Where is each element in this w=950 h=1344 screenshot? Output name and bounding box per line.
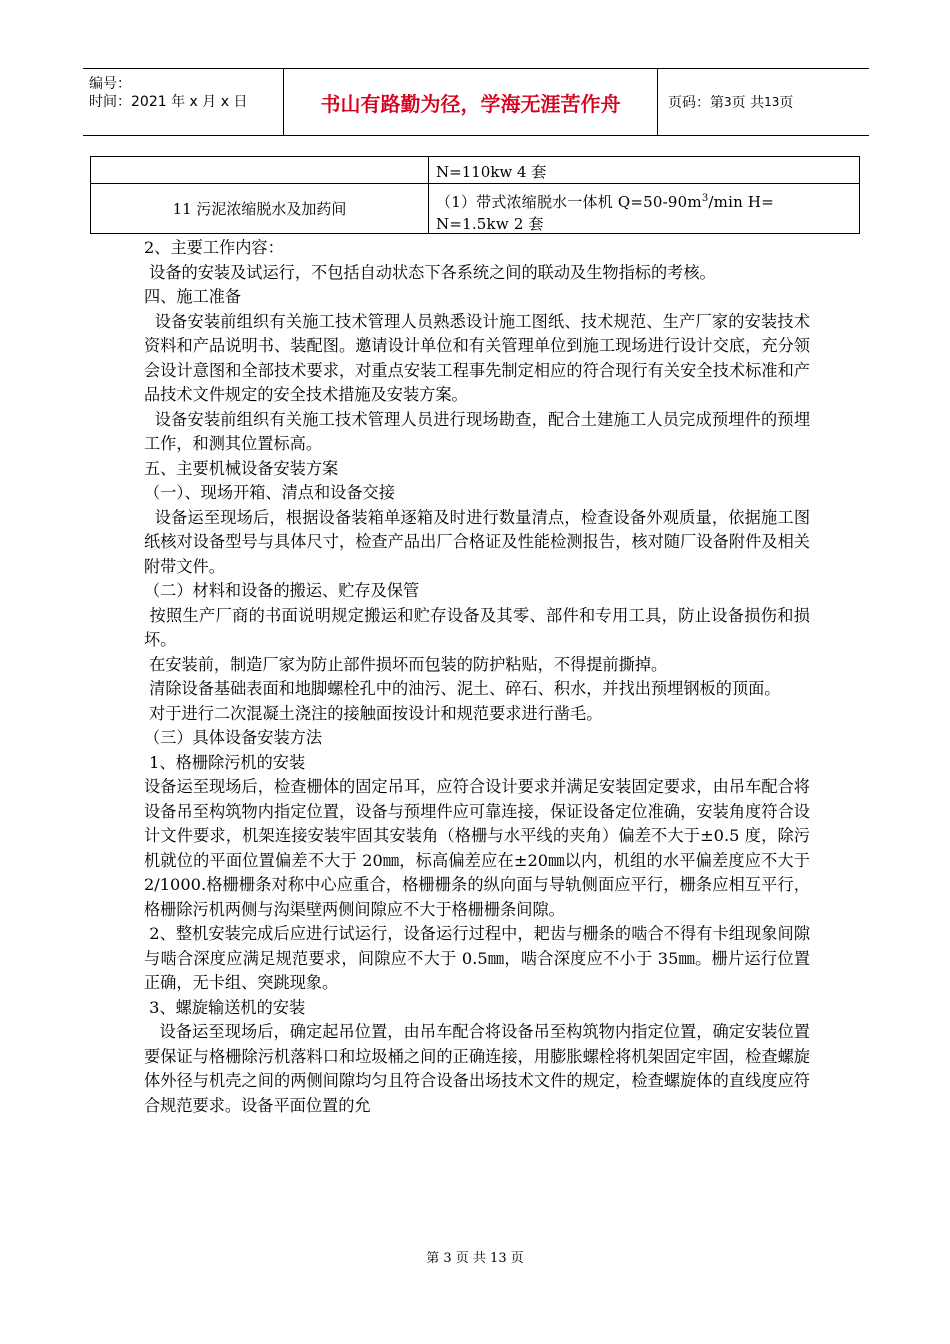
paragraph: 设备的安装及试运行，不包括自动状态下各系统之间的联动及生物指标的考核。	[144, 262, 716, 282]
header-page-number	[658, 69, 868, 135]
paragraph: 设备运至现场后，检查栅体的固定吊耳，应符合设计要求并满足安装固定要求，由吊车配合将设备吊至构筑物内指定位置，设备与预埋件应可靠连接，保证设备定位准确，安装角度符合设计文件要求，机架连接安装牢固其安装角（格栅与水平线的夹角）偏差不大于±0.5 度，除污机就位的平面位置偏差不大于 20㎜，标高偏差应在±20㎜以内，机组的水平偏差度应不大于 2/1000.格栅栅条对称中心应重合，格栅栅条的纵向面与导轨侧面应平行，栅条应相互平行，格栅除污机两侧与沟渠壁两侧间隙应不大于格栅栅条间隙。	[144, 777, 816, 919]
paragraph: 设备安装前组织有关施工技术管理人员熟悉设计施工图纸、技术规范、生产厂家的安装技术资料和产品说明书、装配图。邀请设计单位和有关管理单位到施工现场进行设计交底，充分领会设计意图和全部技术要求，对重点安装工程事先制定相应的符合现行有关安全技术标准和产品技术文件规定的安全技术措施及安装方案。	[144, 311, 811, 404]
paragraph: 在安装前，制造厂家为防止部件损坏而包装的防护粘贴，不得提前撕掉。	[144, 654, 668, 674]
item-heading: 3、螺旋输送机的安装	[144, 997, 306, 1017]
page-total: 13	[764, 95, 780, 109]
section-heading: 四、施工准备	[144, 287, 242, 306]
table-cell	[436, 188, 856, 235]
paragraph: 设备运至现场后，根据设备装箱单逐箱及时进行数量清点，检查设备外观质量，依据施工图纸核对设备型号与具体尺寸，检查产品出厂合格证及性能检测报告，核对随厂设备附件及相关附带文件。	[144, 507, 811, 576]
paragraph: 对于进行二次混凝土浇注的接触面按设计和规范要求进行凿毛。	[144, 703, 603, 723]
paragraph: 设备安装前组织有关施工技术管理人员进行现场勘查，配合土建施工人员完成预埋件的预埋工作，和测其位置标高。	[144, 409, 811, 453]
paragraph: 设备运至现场后，确定起吊位置，由吊车配合将设备吊至构筑物内指定位置，确定安装位置要保证与格栅除污机落料口和垃圾桶之间的正确连接，用膨胀螺栓将机架固定牢固，检查螺旋体外径与机壳之间的两侧间隙均匀且符合设备出场技术文件的规定，检查螺旋体的直线度应符合规范要求。设备平面位置的允	[144, 1022, 810, 1115]
table-cell: N=110kw 4 套	[436, 163, 547, 181]
superscript: 3	[701, 193, 709, 204]
header-motto: 书山有路勤为径，学海无涯苦作舟	[320, 91, 621, 116]
paragraph: 2、整机安装完成后应进行试运行，设备运行过程中，耙齿与栅条的啮合不得有卡组现象间隙与啮合深度应满足规范要求，间隙应不大于 0.5㎜，啮合深度应不小于 35㎜。栅片运行位置正确，无卡组、突跳现象。	[144, 924, 811, 992]
paragraph: 按照生产厂商的书面说明规定搬运和贮存设备及其零、部件和专用工具，防止设备损伤和损坏。	[144, 605, 810, 649]
code-label: 编号：	[89, 76, 131, 92]
cell-text: /min H=	[708, 193, 774, 211]
item-heading: 1、格栅除污机的安装	[144, 752, 306, 772]
document-body	[144, 236, 816, 1118]
paragraph: 清除设备基础表面和地脚螺栓孔中的油污、泥土、碎石、积水，并找出预埋钢板的顶面。	[144, 679, 781, 698]
subsection-heading: （一）、现场开箱、清点和设备交接	[144, 483, 395, 502]
subsection-heading: （二）材料和设备的搬运、贮存及保管	[144, 581, 420, 600]
page-current: 3	[724, 95, 732, 109]
date-label: 时间：2021 年 x 月 x 日	[89, 94, 248, 110]
table-cell: 11 污泥浓缩脱水及加药间	[172, 200, 347, 218]
table-column-divider	[428, 157, 429, 233]
cell-text: （1）带式浓缩脱水一体机 Q=50-90m	[436, 193, 702, 211]
section-heading: 五、主要机械设备安装方案	[144, 458, 339, 478]
page-prefix: 页码：第	[668, 95, 724, 111]
page-suffix: 页	[779, 95, 794, 111]
page-mid: 页 共	[731, 95, 765, 111]
equipment-table	[90, 156, 860, 234]
paragraph: 2、主要工作内容：	[144, 238, 284, 257]
header-meta	[83, 69, 283, 135]
subsection-heading: （三）具体设备安装方法	[144, 728, 323, 747]
page-footer: 第 3 页 共 13 页	[426, 1251, 524, 1266]
page-header	[83, 68, 869, 136]
cell-text: N=1.5kw 2 套	[436, 215, 544, 233]
